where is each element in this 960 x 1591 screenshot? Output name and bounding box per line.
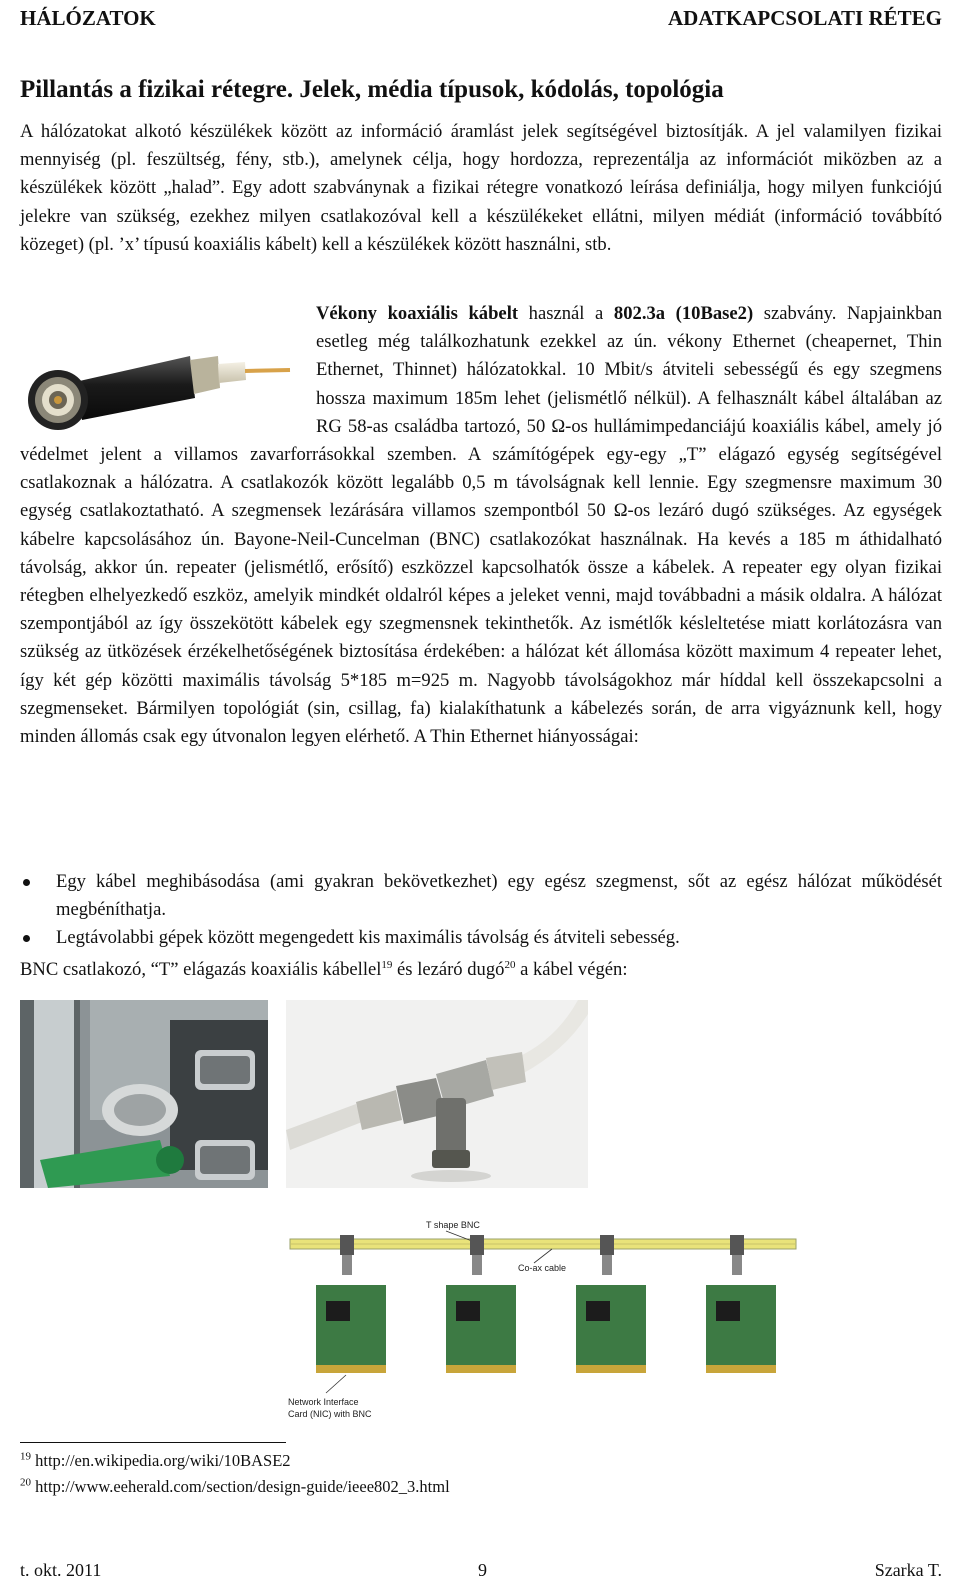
list-item-text: Egy kábel meghibásodása (ami gyakran bekövetkezhet) egy egész szegmenst, sőt az egész hálózat működését megbéníthatja. <box>56 871 942 921</box>
drawbacks-list <box>20 868 942 953</box>
label-nic-2: Card (NIC) with BNC <box>288 1409 372 1419</box>
thin-coax-term: Vékony koaxiális kábelt <box>316 303 519 324</box>
header-left: HÁLÓZATOK <box>20 6 156 30</box>
list-item <box>20 868 942 924</box>
coax-cable-image <box>20 328 298 440</box>
label-tshape: T shape BNC <box>426 1220 480 1230</box>
label-nic-1: Network Interface <box>288 1397 359 1407</box>
header-right: ADATKAPCSOLATI RÉTEG <box>667 6 942 30</box>
bullet-icon <box>23 935 30 942</box>
footer-author: Szarka T. <box>874 1560 942 1580</box>
thin-text-2: szabvány. Napjainkban esetleg még találkozhatunk ezekkel az ún. vékony Ethernet (cheapernet, Thin Ethernet, Thinnet) hálózatokkal. 10 Mbit/s átviteli sebességű és egy szegmens hossza maximum 185m lehet (jelismétlő nélkül). A felhasznált kábel általában az RG 58-as családba tartozó, 50 Ω-os hullámimpedanciájú koaxiális kábel, amely jó védelmet jelent a villamos zavarforrásokkal szemben. A számítógépek egy-egy „T” elágazó egység segítségével csatlakoznak a hálózatra. A csatlakozók között legalább 0,5 m távolságnak kell lennie. Egy szegmensre maximum 30 egység csatlakoztatható. A szegmensek lezárására villamos szempontból 50 Ω-os lezáró dugó szükséges. Az egységek kábelre kapcsolásához ún. Bayone-Neil-Cuncelman (BNC) csatlakozókat használnak. Ha kevés a 185 m áthidalható távolság, akkor ún. repeater (jelismétlő, erősítő) eszközzel kapcsolhatók össze a kábelek. A repeater egy olyan fizikai rétegben elhelyezkedő eszköz, amelyik mindkét oldalról képes a jeleket venni, majd továbbadni a másik oldalra. A hálózat szempontjából az így összekötött kábelek egy szegmensnek tekinthetők. Az ismétlők késleltetése miatt korlátozásra van szükség az ütközések érzékelhetőségének biztosítása érdekében: a hálózat két állomása között maximum 4 repeater lehet, így két gép közötti maximális távolság 5*185 m=925 m. Nagyobb távolságokhoz már híddal kell összekapcsolni a szegmenseket. Bármilyen topológiát (sin, csillag, fa) kialakíthatunk a kábelezés során, de arra vigyáznunk kell, hogy minden állomás csak egy útvonalon legyen elérhető. A Thin Ethernet hiányosságai: <box>20 303 943 748</box>
thin-ethernet-paragraph <box>20 300 942 751</box>
bullet-icon <box>23 879 30 886</box>
footnote-link[interactable]: http://en.wikipedia.org/wiki/10BASE2 <box>35 1451 291 1470</box>
footer-date: t. okt. 2011 <box>20 1560 102 1580</box>
page-header <box>20 6 942 31</box>
footnote-ref[interactable]: 20 <box>504 958 516 971</box>
page-number: 9 <box>478 1560 487 1580</box>
bnc-text-3: a kábel végén: <box>515 959 628 980</box>
bnc-connector-photo <box>20 1000 268 1188</box>
bnc-caption <box>20 956 942 984</box>
intro-paragraph: A hálózatokat alkotó készülékek között az információ áramlást jelek segítségével biztosítják. A jel valamilyen fizikai mennyiség (pl. feszültség, fény, stb.), amelynek célja, hogy hordozza, reprezentálja az információt miközben az a készülékek között „halad”. Egy adott szabványnak a fizikai rétegre vonatkozó leírása definiálja, hogy milyen funkciójú jelekre van szükség, ezekhez milyen csatlakozóval kell a készülékeket ellátni, milyen médiát (információ továbbító közeget) (pl. ’x’ típusú koaxiális kábelt) kell a készülékek között használni, stb. <box>20 121 942 255</box>
network-diagram <box>286 1205 800 1439</box>
footnote-separator <box>20 1442 286 1443</box>
thin-text-1: használ a <box>518 303 614 324</box>
bnc-text-1: BNC csatlakozó, “T” elágazás koaxiális kábellel <box>20 959 382 980</box>
footnote-number: 19 <box>20 1450 31 1463</box>
t-connector-photo <box>286 1000 588 1188</box>
standard-name: 802.3a (10Base2) <box>613 303 754 324</box>
list-item-text: Legtávolabbi gépek között megengedett kis maximális távolság és átviteli sebesség. <box>56 927 680 949</box>
label-coax: Co-ax cable <box>518 1263 567 1273</box>
footnote-link[interactable]: http://www.eeherald.com/section/design-guide/ieee802_3.html <box>35 1477 450 1496</box>
bnc-text-2: és lezáró dugó <box>392 959 505 980</box>
footnote-19 <box>20 1450 291 1472</box>
footnote-ref[interactable]: 19 <box>381 958 393 971</box>
footnote-20 <box>20 1476 450 1498</box>
section-heading: Pillantás a fizikai rétegre. Jelek, média típusok, kódolás, topológia <box>20 76 724 103</box>
list-item <box>20 924 942 952</box>
footnote-number: 20 <box>20 1476 31 1489</box>
